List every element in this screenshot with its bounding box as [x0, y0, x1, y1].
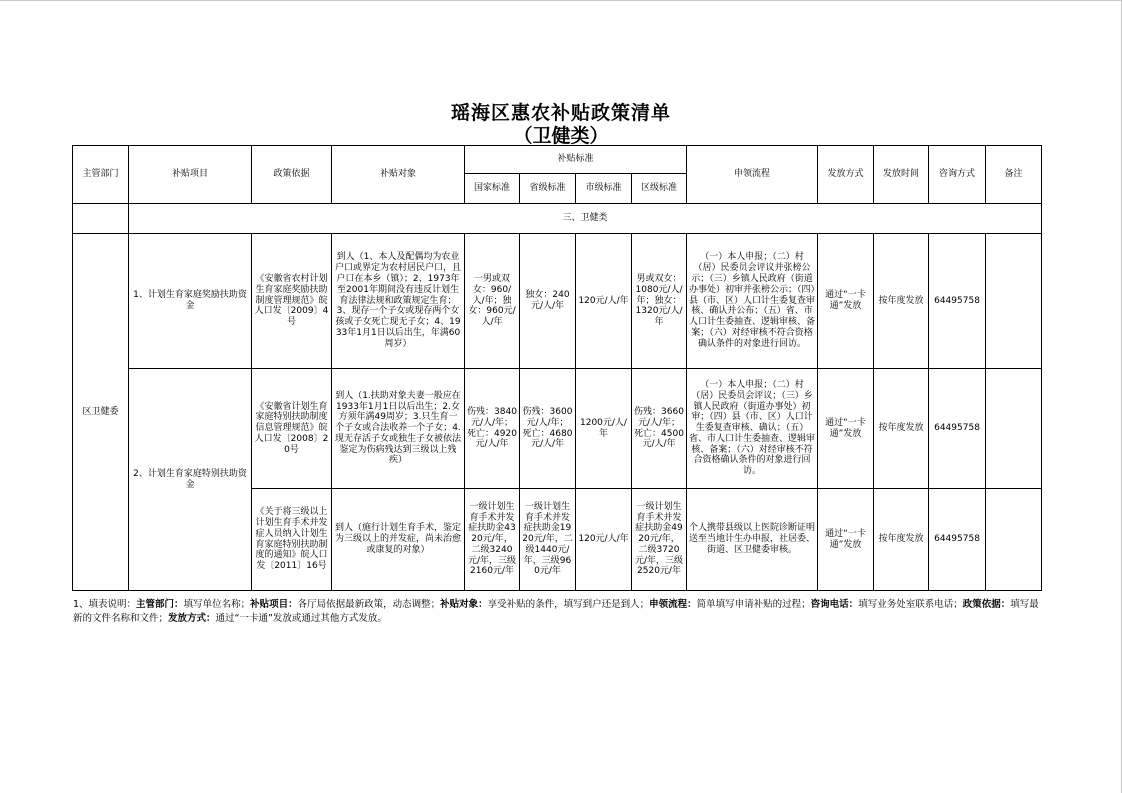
process-cell: 个人携带县级以上医院诊断证明送至当地计生办申报，社居委、街道、区卫健委审核。: [687, 489, 818, 591]
note-prefix: 1、填表说明：: [73, 599, 137, 610]
city-cell: 120元/人/年: [576, 489, 632, 591]
district-cell: 一级计划生育手术并发症扶助金4920元/年，二级3720元/年，三级2520元/年: [632, 489, 687, 591]
header-process: 申领流程: [687, 146, 818, 204]
time-cell: 按年度发放: [874, 234, 929, 369]
note-value: 简单填写申请补贴的过程；: [696, 599, 811, 610]
table-row: [73, 369, 1042, 489]
header-district: 区级标准: [632, 174, 687, 204]
national-cell: 一男或双女：960/人/年；独女：960元/人/年: [465, 234, 520, 369]
method-cell: 通过“一卡通”发放: [818, 369, 874, 489]
city-cell: 120元/人/年: [576, 234, 632, 369]
note-value: 填写业务处室联系电话；: [858, 599, 963, 610]
contact-cell: 64495758: [929, 489, 986, 591]
policy-table: [72, 145, 1042, 591]
section-label: 三、卫健类: [129, 204, 1042, 234]
contact-cell: 64495758: [929, 234, 986, 369]
target-cell: 到人（1、本人及配偶均为农业户口或界定为农村居民户口，且户口在本乡（镇）；2、1973年至2001年期间没有违反计划生育法律法规和政策规定生育；3、现存一个子女或现存两个女孩或子女死亡现无子女；4、1933年1月1日以后出生，年满60周岁）: [332, 234, 465, 369]
table-row: [73, 234, 1042, 369]
basis-cell: 《安徽省农村计划生育家庭奖励扶助制度管理规范》皖人口发〔2009〕4号: [252, 234, 332, 369]
district-cell: 伤残：3660元/人/年；死亡：4500元/人/年: [632, 369, 687, 489]
district-cell: 男或双女：1080元/人/年；独女：1320元/人/年: [632, 234, 687, 369]
section-dept-cell: [73, 204, 129, 234]
method-cell: 通过“一卡通”发放: [818, 489, 874, 591]
header-target: 补贴对象: [332, 146, 465, 204]
contact-cell: 64495758: [929, 369, 986, 489]
dept-value: 区卫健委: [73, 234, 129, 591]
header-method: 发放方式: [818, 146, 874, 204]
target-cell: 到人（施行计划生育手术，鉴定为三级以上的并发症，尚未治愈或康复的对象）: [332, 489, 465, 591]
note-key: 申领流程：: [649, 599, 697, 610]
basis-cell: 《安徽省计划生育家庭特别扶助制度信息管理规范》皖人口发〔2008〕20号: [252, 369, 332, 489]
page-subtitle: （卫健类）: [513, 125, 609, 147]
header-contact: 咨询方式: [929, 146, 986, 204]
note-key: 政策依据：: [962, 599, 1011, 610]
basis-cell: 《关于将三级以上计划生育手术并发症人员纳入计划生育家庭特别扶助制度的通知》皖人口发〔2011〕16号: [252, 489, 332, 591]
note-value: 享受补贴的条件，填写到户还是到人；: [487, 599, 650, 610]
header-province: 省级标准: [520, 174, 576, 204]
note-value: 填写最新的文件名称和文件；: [73, 599, 1039, 624]
target-cell: 到人（1.扶助对象夫妻一般应在1933年1月1日以后出生；2.女方须年满49周岁；3.只生育一个子女或合法收养一个子女；4.现无存活子女或独生子女被依法鉴定为伤病残达到三级以上残疾）: [332, 369, 465, 489]
remark-cell: [986, 234, 1042, 369]
national-cell: 伤残：3840元/人/年；死亡：4920元/人/年: [465, 369, 520, 489]
note-key: 补贴对象：: [440, 599, 488, 610]
header-project: 补贴项目: [129, 146, 252, 204]
national-cell: 一级计划生育手术并发症扶助金4320元/年，二级3240元/年，三级2160元/年: [465, 489, 520, 591]
time-cell: 按年度发放: [874, 489, 929, 591]
note-value: 各厅局依据最新政策，动态调整；: [297, 599, 441, 610]
province-cell: 独女：240元/人/年: [520, 234, 576, 369]
remark-cell: [986, 489, 1042, 591]
remark-cell: [986, 369, 1042, 489]
footnote: [73, 598, 1041, 626]
process-cell: （一）本人申报；（二）村（居）民委员会评议；（三）乡镇人民政府（街道办事处）初审；（四）县（市、区）人口计生委复查审核、确认；（五）省、市人口计生委抽查、逻辑审核、备案；（六）对经审核不符合资格确认条件的对象进行回访。: [687, 369, 818, 489]
header-dept: 主管部门: [73, 146, 129, 204]
header-standard: 补贴标准: [465, 146, 687, 174]
page-title: 瑶海区惠农补贴政策清单: [450, 102, 671, 124]
province-cell: 伤残：3600元/人/年；死亡：4680元/人/年: [520, 369, 576, 489]
note-value: 通过“一卡通”发放或通过其他方式发放。: [215, 612, 387, 624]
process-cell: （一）本人申报；（二）村（居）民委员会评议并张榜公示；（三）乡镇人民政府（街道办事处）初审并张榜公示；（四）县（市、区）人口计生委复查审核、确认并公布；（五）省、市人口计生委抽查、逻辑审核、备案；（六）对经审核不符合资格确认条件的对象进行回访。: [687, 234, 818, 369]
time-cell: 按年度发放: [874, 369, 929, 489]
header-national: 国家标准: [465, 174, 520, 204]
project-cell: 1、计划生育家庭奖励扶助资金: [129, 234, 252, 369]
header-city: 市级标准: [576, 174, 632, 204]
city-cell: 1200元/人/年: [576, 369, 632, 489]
page-border-top: [0, 0, 1122, 1]
project-cell: 2、计划生育家庭特别扶助资金: [129, 369, 252, 591]
note-key: 补贴项目：: [250, 599, 298, 610]
header-time: 发放时间: [874, 146, 929, 204]
method-cell: 通过“一卡通”发放: [818, 234, 874, 369]
note-key: 主管部门：: [136, 599, 184, 610]
header-remark: 备注: [986, 146, 1042, 204]
header-basis: 政策依据: [252, 146, 332, 204]
note-value: 填写单位名称；: [183, 599, 251, 610]
note-key: 咨询电话：: [810, 599, 859, 610]
note-key: 发放方式：: [168, 612, 216, 624]
province-cell: 一级计划生育手术并发症扶助金1920元/年，二级1440元/年，三级960元/年: [520, 489, 576, 591]
